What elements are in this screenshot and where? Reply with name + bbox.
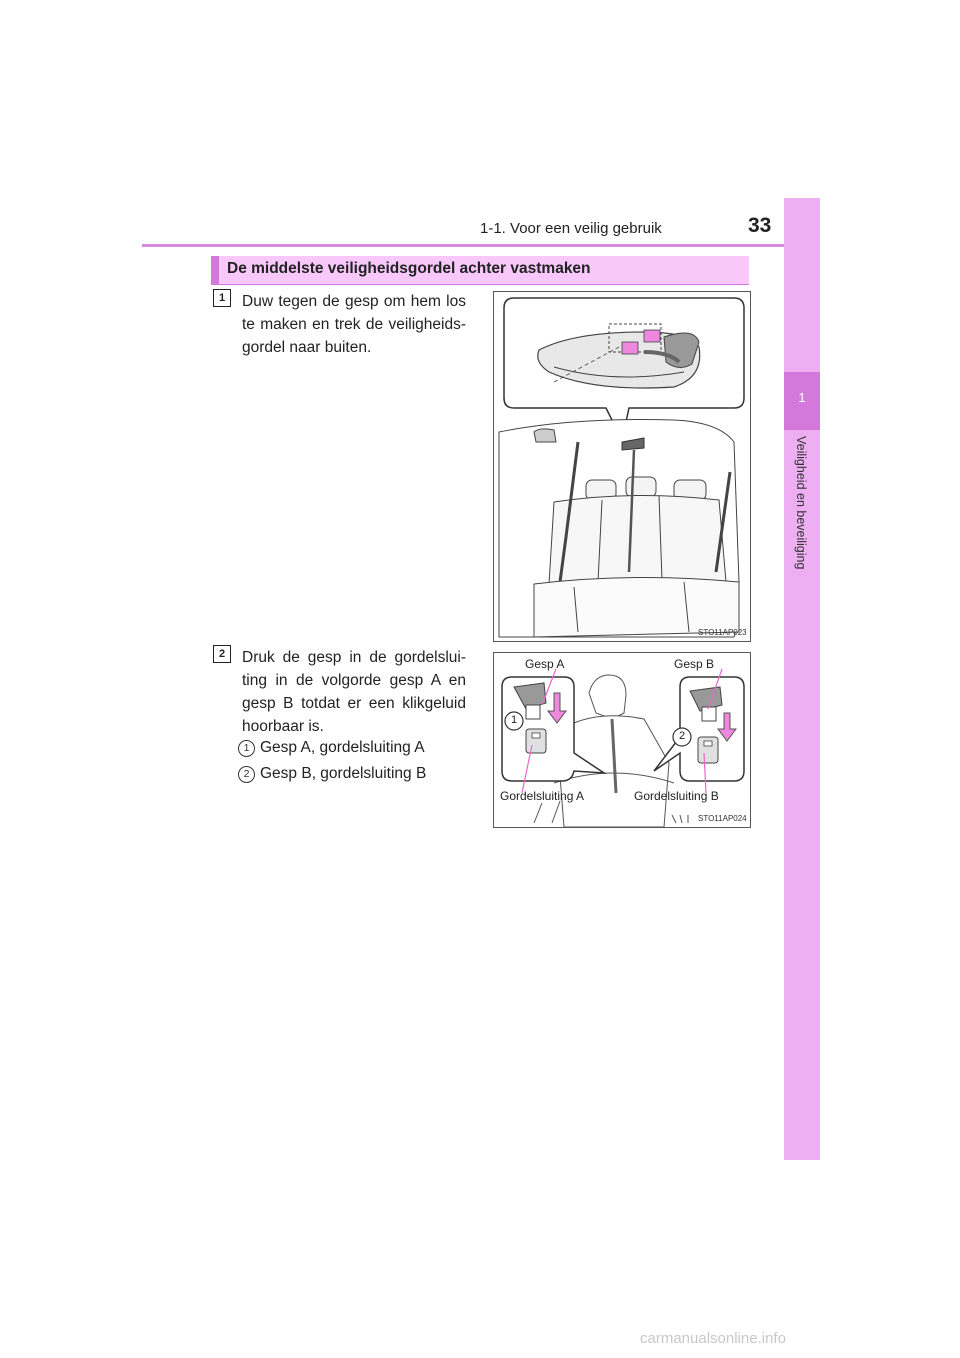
label-gordelsluiting-b: Gordelsluiting B [634, 789, 719, 803]
sub-item-2-text: Gesp B, gordelsluiting B [260, 765, 427, 782]
sub-item-2-marker: 2 [238, 766, 255, 783]
watermark: carmanualsonline.info [640, 1330, 786, 1347]
figure-rear-seat-belt-roof [493, 291, 751, 642]
figure-2-marker-1: 1 [511, 714, 518, 726]
figure-buckle-sequence [493, 652, 751, 828]
page-number: 33 [748, 214, 772, 237]
side-tab-chapter-number: 1 [798, 390, 806, 405]
rear-seat-illustration [494, 292, 750, 641]
side-tab-label-wrap [784, 430, 820, 630]
header-rule [142, 244, 820, 247]
section-heading-bar [211, 256, 219, 284]
section-heading [211, 256, 749, 284]
label-gesp-a: Gesp A [525, 657, 565, 671]
section-heading-rule [211, 284, 749, 285]
step-1-number: 1 [213, 289, 231, 307]
step-2-text: Druk de gesp in de gordelslui-ting in de volgorde gesp A en gesp B totdat er een klikgeluid hoorbaar is. [242, 649, 466, 735]
sub-item-1-marker: 1 [238, 740, 255, 757]
step-1-text: Duw tegen de gesp om hem los te maken en trek de veiligheids-gordel naar buiten. [242, 293, 466, 356]
figure-2-code: STO11AP024 [698, 814, 747, 823]
sub-item-1-text: Gesp A, gordelsluiting A [260, 739, 425, 756]
figure-1-code: STO11AP023 [698, 628, 747, 637]
label-gordelsluiting-a: Gordelsluiting A [500, 789, 585, 803]
side-tab-label: Veiligheid en beveiliging [794, 436, 808, 570]
step-2-number: 2 [213, 645, 231, 663]
section-heading-title: De middelste veiligheidsgordel achter vastmaken [227, 260, 591, 277]
figure-2-marker-2: 2 [679, 730, 686, 742]
chapter-title: 1-1. Voor een veilig gebruik [480, 220, 662, 237]
label-gesp-b: Gesp B [674, 657, 715, 671]
side-tab[interactable] [784, 198, 820, 1160]
